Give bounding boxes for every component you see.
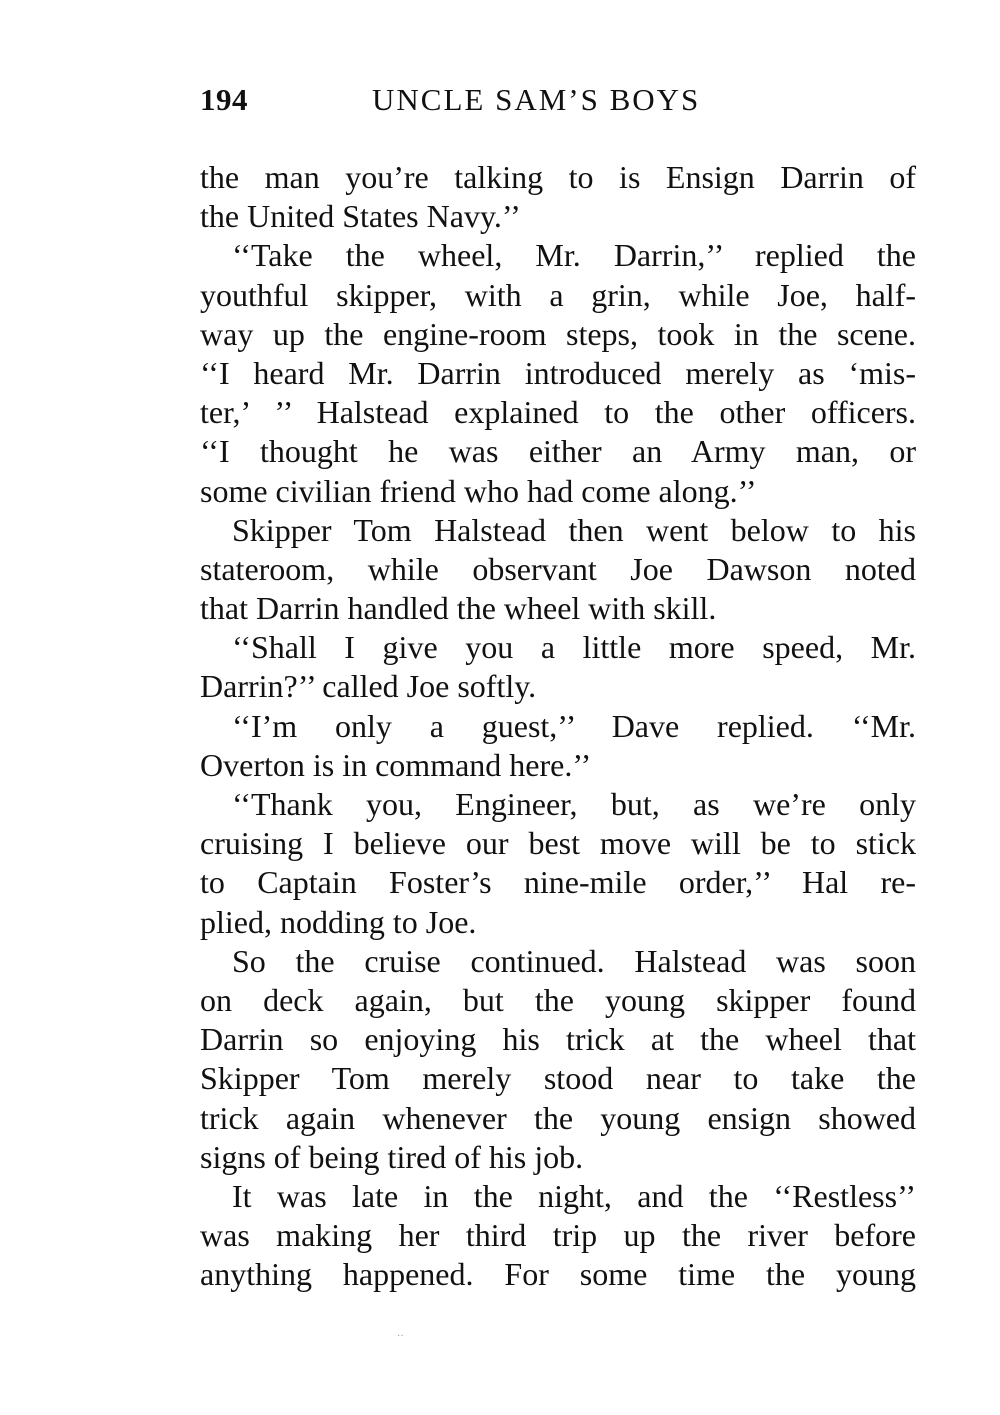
text-line: to Captain Foster’s nine-mile order,’’ Hal re- bbox=[200, 864, 916, 901]
text-line: trick again whenever the young ensign showed bbox=[200, 1099, 916, 1136]
page-header bbox=[200, 78, 916, 122]
text-line: that Darrin handled the wheel with skill. bbox=[200, 590, 717, 627]
text-line: plied, nodding to Joe. bbox=[200, 903, 477, 940]
text-line: anything happened. For some time the young bbox=[200, 1256, 916, 1293]
text-line: ‘‘I heard Mr. Darrin introduced merely as ‘mis- bbox=[200, 354, 916, 391]
text-line: some civilian friend who had come along.’’ bbox=[200, 472, 757, 509]
text-line: on deck again, but the young skipper found bbox=[200, 981, 916, 1018]
text-line: ‘‘I’m only a guest,’’ Dave replied. ‘‘Mr. bbox=[232, 707, 916, 744]
text-line: youthful skipper, with a grin, while Joe, half- bbox=[200, 276, 916, 313]
text-line: ‘‘I thought he was either an Army man, or bbox=[200, 433, 916, 470]
text-line: the man you’re talking to is Ensign Darrin of bbox=[200, 159, 916, 195]
text-line: ‘‘Shall I give you a little more speed, Mr. bbox=[232, 629, 916, 666]
text-line: ‘‘Thank you, Engineer, but, as we’re only bbox=[232, 786, 916, 822]
body-text bbox=[200, 158, 916, 1294]
text-line: Darrin?’’ called Joe softly. bbox=[200, 668, 537, 705]
text-line: Darrin so enjoying his trick at the wheel that bbox=[200, 1021, 916, 1058]
text-line: It was late in the night, and the ‘‘Restless’’ bbox=[232, 1177, 916, 1214]
text-line: stateroom, while observant Joe Dawson noted bbox=[200, 550, 916, 587]
text-line: Skipper Tom merely stood near to take the bbox=[200, 1060, 916, 1097]
text-line: way up the engine-room steps, took in the scene. bbox=[200, 315, 916, 352]
text-line: So the cruise continued. Halstead was soon bbox=[232, 942, 916, 979]
text-line: the United States Navy.’’ bbox=[200, 198, 521, 235]
running-head: UNCLE SAM’S BOYS bbox=[372, 82, 701, 117]
page-number: 194 bbox=[200, 82, 248, 117]
text-line: signs of being tired of his job. bbox=[200, 1138, 584, 1175]
text-line: was making her third trip up the river before bbox=[200, 1217, 916, 1254]
text-line: Overton is in command here.’’ bbox=[200, 746, 592, 783]
text-line: cruising I believe our best move will be to stick bbox=[200, 825, 916, 862]
text-line: ter,’ ’’ Halstead explained to the other officers. bbox=[200, 394, 916, 431]
text-line: ‘‘Take the wheel, Mr. Darrin,’’ replied the bbox=[232, 237, 916, 274]
text-line: Skipper Tom Halstead then went below to his bbox=[232, 511, 916, 548]
print-speck: ·· bbox=[397, 1331, 404, 1342]
